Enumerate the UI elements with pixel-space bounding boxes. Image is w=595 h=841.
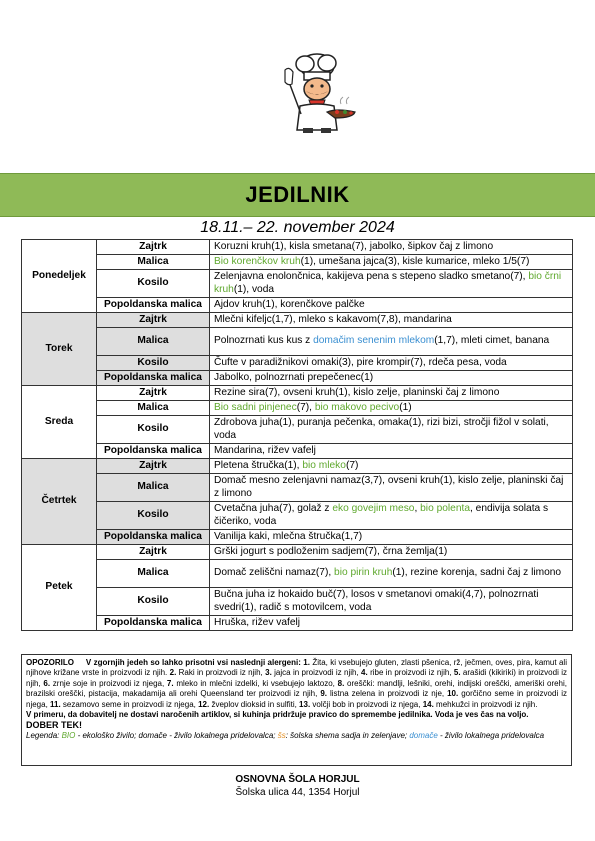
allergen-text: listna zelena in proizvodi iz nje, [330, 689, 445, 699]
meal-description [210, 313, 573, 328]
menu-row [22, 545, 573, 560]
meal-label: Malica [97, 328, 210, 356]
food-text: Ajdov kruh(1), korenčkove palčke [214, 298, 365, 310]
highlighted-food: Bio korenčkov kruh [214, 255, 301, 267]
wish-text: DOBER TEK! [26, 720, 82, 731]
allergen-number: 7. [164, 678, 177, 688]
menu-row [22, 298, 573, 313]
food-text: Domač mesno zelenjavni namaz(3,7), ovseni kruh(1), kislo zelje, planinski čaj z limono [214, 475, 564, 499]
allergen-number: 8. [334, 678, 348, 688]
menu-row [22, 560, 573, 588]
menu-row [22, 444, 573, 459]
school-name: OSNOVNA ŠOLA HORJUL [235, 774, 360, 785]
food-text: (7) [345, 459, 359, 471]
day-name: Ponedeljek [22, 240, 97, 313]
food-text: Čufte v paradižnikovi omaki(3), pire krompir(7), rdeča pesa, voda [214, 356, 507, 368]
menu-row [22, 386, 573, 401]
food-text: Rezine sira(7), ovseni kruh(1), kislo zelje, planinski čaj z limono [214, 386, 500, 398]
allergen-number: 10. [444, 689, 462, 699]
meal-label: Popoldanska malica [97, 298, 210, 313]
food-text: Grški jogurt s podloženim sadjem(7), črna žemlja(1) [214, 545, 448, 557]
allergen-number: 9. [317, 689, 330, 699]
day-name: Sreda [22, 386, 97, 459]
food-text: Vanilija kaki, mlečna štručka(1,7) [214, 530, 363, 542]
highlighted-food: bio pirin kruh [334, 567, 393, 579]
menu-row [22, 240, 573, 255]
meal-label: Kosilo [97, 270, 210, 298]
allergen-text: oreščki: [347, 678, 375, 688]
wish [26, 720, 567, 730]
meal-label: Zajtrk [97, 459, 210, 474]
menu-row [22, 502, 573, 530]
allergen-text: mandlji, lešniki, orehi, indijski oreščki, ameriški orehi, brazilski oreščki, pistacija, makadamija ali orehi Queensland ter proizvodi iz njih, [26, 678, 568, 699]
allergen-text: ribe in proizvodi iz njih, [370, 668, 452, 678]
allergen-number: 4. [358, 668, 371, 678]
meal-label: Malica [97, 401, 210, 416]
meal-description [210, 270, 573, 298]
allergen-text: Žita, ki vsebujejo gluten, zlasti pšenica, rž, ječmen, oves, pira, kamut ali njihove križane vrste in proizvodi iz njih. [26, 658, 567, 678]
highlighted-food: bio polenta [420, 503, 470, 514]
meal-description [210, 502, 573, 530]
food-text: (1), rezine korenja, sadni čaj z limono [392, 567, 562, 579]
food-text: (1), umešana jajca(3), kisle kumarice, mleko 1/5(7) [300, 255, 530, 267]
allergen-paragraph [26, 658, 567, 710]
meal-label: Zajtrk [97, 545, 210, 560]
meal-label: Popoldanska malica [97, 444, 210, 459]
menu-row [22, 313, 573, 328]
allergen-text: mleko in mlečni izdelki, ki vsebujejo laktozo, [176, 678, 335, 688]
meal-label: Kosilo [97, 416, 210, 444]
allergen-text: žveplov dioksid in sulfiti, [211, 699, 297, 709]
warning-label: OPOZORILO [26, 658, 74, 667]
day-name: Petek [22, 545, 97, 631]
menu-row [22, 474, 573, 502]
meal-description [210, 474, 573, 502]
meal-description [210, 444, 573, 459]
meal-description [210, 298, 573, 313]
meal-description [210, 459, 573, 474]
highlighted-food: bio makovo pecivo [314, 401, 400, 413]
menu-row [22, 401, 573, 416]
food-text: Bučna juha iz hokaido buč(7), losos v smetanovi omaki(4,7), polnozrnati svedri(1), radič s motovilcem, voda [214, 589, 539, 613]
notes-box [21, 654, 572, 766]
meal-description [210, 371, 573, 386]
food-text: Cvetačna juha(7), golaž z [214, 503, 333, 514]
menu-row [22, 328, 573, 356]
allergen-number: 5. [451, 668, 463, 678]
food-text: Domač zeliščni namaz(7), [214, 567, 335, 579]
allergen-number: 1. [303, 658, 313, 667]
legend [26, 731, 567, 741]
meal-description [210, 416, 573, 444]
meal-description [210, 530, 573, 545]
meal-description [210, 240, 573, 255]
allergen-text: volčji bob in proizvodi iz njega, [312, 699, 421, 709]
allergen-number: 13. [296, 699, 313, 709]
meal-label: Popoldanska malica [97, 371, 210, 386]
meal-description [210, 255, 573, 270]
highlighted-food: bio črni kruh [214, 271, 562, 295]
meal-label: Malica [97, 474, 210, 502]
allergen-number: 12. [195, 699, 212, 709]
meal-label: Popoldanska malica [97, 530, 210, 545]
chef-illustration [265, 52, 365, 134]
allergen-number: 11. [47, 699, 63, 709]
day-name: Torek [22, 313, 97, 386]
meal-label: Malica [97, 255, 210, 270]
food-text: (1) [399, 401, 412, 413]
menu-row [22, 530, 573, 545]
food-text: Zelenjavna enolončnica, kakijeva pena s stepeno sladko smetano(7), [214, 271, 529, 282]
food-text: (1,7), mleti cimet, banana [434, 335, 550, 347]
day-name: Četrtek [22, 459, 97, 545]
legend-text: - živilo lokalnega pridelovalca [437, 730, 545, 740]
food-text: Hruška, rižev vafelj [214, 616, 301, 628]
menu-table [21, 239, 573, 631]
meal-label: Kosilo [97, 588, 210, 616]
allergen-number: 2. [167, 668, 179, 678]
food-text: Jabolko, polnozrnati prepečenec(1) [214, 371, 374, 383]
allergen-text: Raki in proizvodi iz njih, [178, 668, 263, 678]
food-text: (7), [296, 401, 315, 413]
page-title: JEDILNIK [245, 182, 350, 207]
meal-label: Zajtrk [97, 313, 210, 328]
meal-label: Zajtrk [97, 386, 210, 401]
meal-description [210, 386, 573, 401]
school-address: Šolska ulica 44, 1354 Horjul [235, 787, 360, 798]
meal-description [210, 545, 573, 560]
allergen-number: 3. [262, 668, 275, 678]
meal-description [210, 616, 573, 631]
statement [26, 710, 567, 720]
highlighted-food: domačim senenim mlekom [313, 335, 435, 347]
allergens-intro: V zgornjih jedeh so lahko prisotni vsi naslednji alergeni: [85, 658, 301, 667]
footer [0, 773, 595, 799]
menu-row [22, 459, 573, 474]
menu-row [22, 416, 573, 444]
highlighted-food: Bio sadni pinjenec [214, 401, 297, 413]
menu-row [22, 588, 573, 616]
food-text: Pletena štručka(1), [214, 459, 303, 471]
meal-description [210, 588, 573, 616]
meal-description [210, 560, 573, 588]
highlighted-food: bio mleko [302, 459, 346, 471]
allergen-text: gorčično seme in proizvodi iz njega, [26, 689, 567, 709]
statement-text: V primeru, da dobavitelj ne dostavi naročenih artiklov, si kuhinja pridržuje pravico do spremembe jedilnika. Voda je ves čas na voljo. [26, 710, 529, 720]
food-text: (1), voda [233, 283, 275, 295]
allergen-text: jajca in proizvodi iz njih, [274, 668, 359, 678]
meal-label: Popoldanska malica [97, 616, 210, 631]
legend-key: domače [409, 730, 438, 740]
allergen-text: mehkužci in proizvodi iz njih. [436, 699, 538, 709]
food-text: Koruzni kruh(1), kisla smetana(7), jabolko, šipkov čaj z limono [214, 240, 494, 252]
meal-label: Malica [97, 560, 210, 588]
food-text: Polnozrnati kus kus z [214, 335, 314, 347]
highlighted-food: eko govejim meso [332, 503, 415, 514]
food-text: Zdrobova juha(1), puranja pečenka, omaka(1), rizi bizi, stročji fižol v solati, voda [214, 417, 549, 441]
food-text: Mlečni kifeljc(1,7), mleko s kakavom(7,8), mandarina [214, 313, 452, 325]
food-text: , endivija solata s čičeriko, voda [214, 503, 549, 527]
meal-description [210, 401, 573, 416]
legend-text: : šolska shema sadja in zelenjave; [285, 730, 410, 740]
food-text: , [414, 503, 421, 514]
meal-label: Kosilo [97, 502, 210, 530]
menu-row [22, 371, 573, 386]
meal-description [210, 328, 573, 356]
menu-row [22, 255, 573, 270]
allergen-text: zrnje soje in proizvodi iz njega, [52, 678, 165, 688]
legend-label: Legenda: [26, 730, 62, 740]
allergen-number: 14. [420, 699, 437, 709]
legend-key: domače [138, 730, 167, 740]
menu-row [22, 270, 573, 298]
allergen-text: sezamovo seme in proizvodi iz njega, [62, 699, 196, 709]
food-text: Mandarina, rižev vafelj [214, 444, 316, 456]
legend-key: šs [277, 730, 286, 740]
allergen-number: 6. [40, 678, 53, 688]
allergen-text: arašidi (kikiriki) in proizvodi iz njih, [26, 668, 567, 688]
meal-label: Zajtrk [97, 240, 210, 255]
legend-text: - ekološko živilo; [75, 730, 139, 740]
title-banner [0, 173, 595, 217]
menu-row [22, 356, 573, 371]
meal-description [210, 356, 573, 371]
legend-text: - živilo lokalnega pridelovalca; [166, 730, 278, 740]
menu-row [22, 616, 573, 631]
legend-key: BIO [61, 730, 76, 740]
date-range: 18.11.– 22. november 2024 [200, 219, 395, 236]
meal-label: Kosilo [97, 356, 210, 371]
